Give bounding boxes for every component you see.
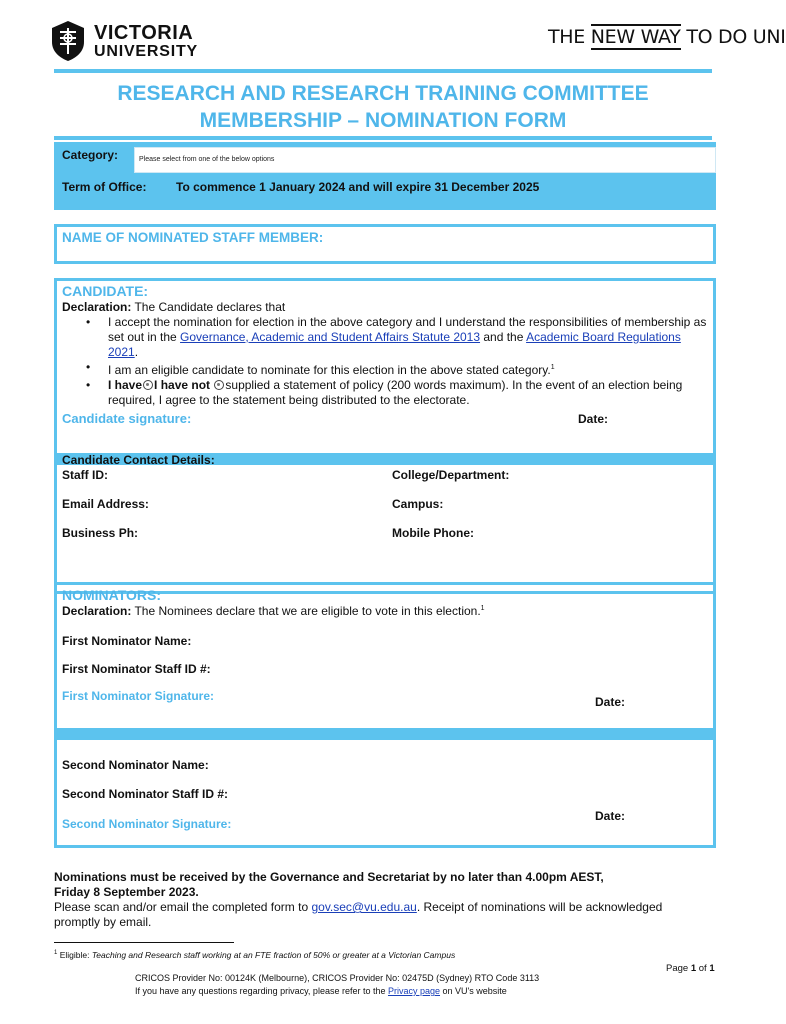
second-nominator-signature-label: Second Nominator Signature: xyxy=(62,817,232,831)
tagline-newway: NEW WAY xyxy=(590,26,681,48)
nominators-declaration: Declaration: The Nominees declare that we are eligible to vote in this election.$^1$ xyxy=(62,604,485,618)
first-nominator-name-label: First Nominator Name: xyxy=(62,634,192,648)
college-label: College/Department: xyxy=(392,468,510,482)
list-item: • I am an eligible candidate to nominate for this election in the above stated category.$^1$ xyxy=(86,360,555,377)
business-ph-label: Business Ph: xyxy=(62,526,139,540)
tagline-the: THE xyxy=(548,26,585,48)
regulations-link[interactable]: Academic Board Regulations 2021 xyxy=(108,330,681,359)
nominee-name-field[interactable] xyxy=(340,228,710,258)
contact-heading: Candidate Contact Details: xyxy=(62,453,215,467)
candidate-heading: CANDIDATE: xyxy=(62,283,149,299)
statute-link[interactable]: Governance, Academic and Student Affairs Statute 2013 xyxy=(180,330,481,344)
second-nominator-name-label: Second Nominator Name: xyxy=(62,758,209,772)
title-line1: RESEARCH AND RESEARCH TRAINING COMMITTEE xyxy=(117,82,649,105)
second-nominator-date-label: Date: xyxy=(595,809,626,823)
footnote-rule xyxy=(54,942,234,943)
privacy-link[interactable]: Privacy page xyxy=(387,986,441,996)
candidate-signature-field[interactable] xyxy=(210,408,550,440)
radio-have-not[interactable] xyxy=(214,380,224,390)
tagline xyxy=(548,26,786,48)
first-nominator-signature-label: First Nominator Signature: xyxy=(62,689,215,703)
first-nominator-id-label: First Nominator Staff ID #: xyxy=(62,662,211,676)
candidate-decl-text: The Candidate declares that xyxy=(131,300,286,314)
cricos-line: CRICOS Provider No: 00124K (Melbourne), CRICOS Provider No: 02475D (Sydney) RTO Code 3113 xyxy=(135,973,540,983)
page-title xyxy=(54,80,712,134)
nominators-heading: NOMINATORS: xyxy=(62,587,162,603)
category-select[interactable] xyxy=(134,147,716,173)
second-nominator-id-label: Second Nominator Staff ID #: xyxy=(62,787,229,801)
nominee-heading: NAME OF NOMINATED STAFF MEMBER: xyxy=(62,230,324,245)
staff-id-label: Staff ID: xyxy=(62,468,108,482)
mobile-label: Mobile Phone: xyxy=(392,526,474,540)
submit-instructions: Please scan and/or email the completed form to gov.sec@vu.edu.au. Receipt of nominations will be acknowledged promptly by email. xyxy=(54,900,663,929)
deadline-notice: Nominations must be received by the Governance and Secretariat by no later than 4.00pm AEST, Friday 8 September 2023. xyxy=(54,870,604,899)
list-item: • I have I have not supplied a statement of policy (200 words maximum). In the event of an election being required, I agree to the statement being distributed to the electorate. xyxy=(86,378,683,407)
logo-line1: VICTORIA xyxy=(94,22,194,44)
title-rule xyxy=(54,136,712,140)
term-value: To commence 1 January 2024 and will expire 31 December 2025 xyxy=(176,180,540,194)
candidate-decl-label: Declaration: xyxy=(62,300,132,314)
vu-shield-icon xyxy=(50,20,86,62)
logo-line2: UNIVERSITY xyxy=(94,43,199,60)
candidate-declaration xyxy=(62,300,285,314)
footnote: $^1$ Eligible: Teaching and Research staff working at an FTE fraction of 50% or greater at a Victorian Campus xyxy=(54,950,456,960)
radio-have[interactable] xyxy=(143,380,153,390)
vu-logo xyxy=(50,20,210,64)
email-label: Email Address: xyxy=(62,497,149,511)
page-number: Page 1 of 1 xyxy=(666,963,715,974)
tagline-rest: TO DO UNI xyxy=(686,26,786,48)
category-placeholder: Please select from one of the below options xyxy=(139,156,275,163)
campus-label: Campus: xyxy=(392,497,444,511)
email-link[interactable]: gov.sec@vu.edu.au xyxy=(311,900,417,914)
title-line2: MEMBERSHIP – NOMINATION FORM xyxy=(199,109,567,132)
candidate-signature-label: Candidate signature: xyxy=(62,411,192,426)
header-rule xyxy=(54,69,712,73)
list-item: • I accept the nomination for election in the above category and I understand the responsibilities of membership as set out in the Governance, Academic and Student Affairs Statute 2013 and the Academic Board Regulations 2021. xyxy=(86,315,707,359)
candidate-declaration-list xyxy=(62,315,707,408)
nominator-divider xyxy=(54,728,716,740)
term-label: Term of Office: xyxy=(62,180,147,194)
candidate-date-label: Date: xyxy=(578,412,609,426)
category-label: Category: xyxy=(62,148,119,162)
privacy-line: If you have any questions regarding privacy, please refer to the Privacy page on VU's website xyxy=(135,986,507,996)
first-nominator-date-label: Date: xyxy=(595,695,626,709)
